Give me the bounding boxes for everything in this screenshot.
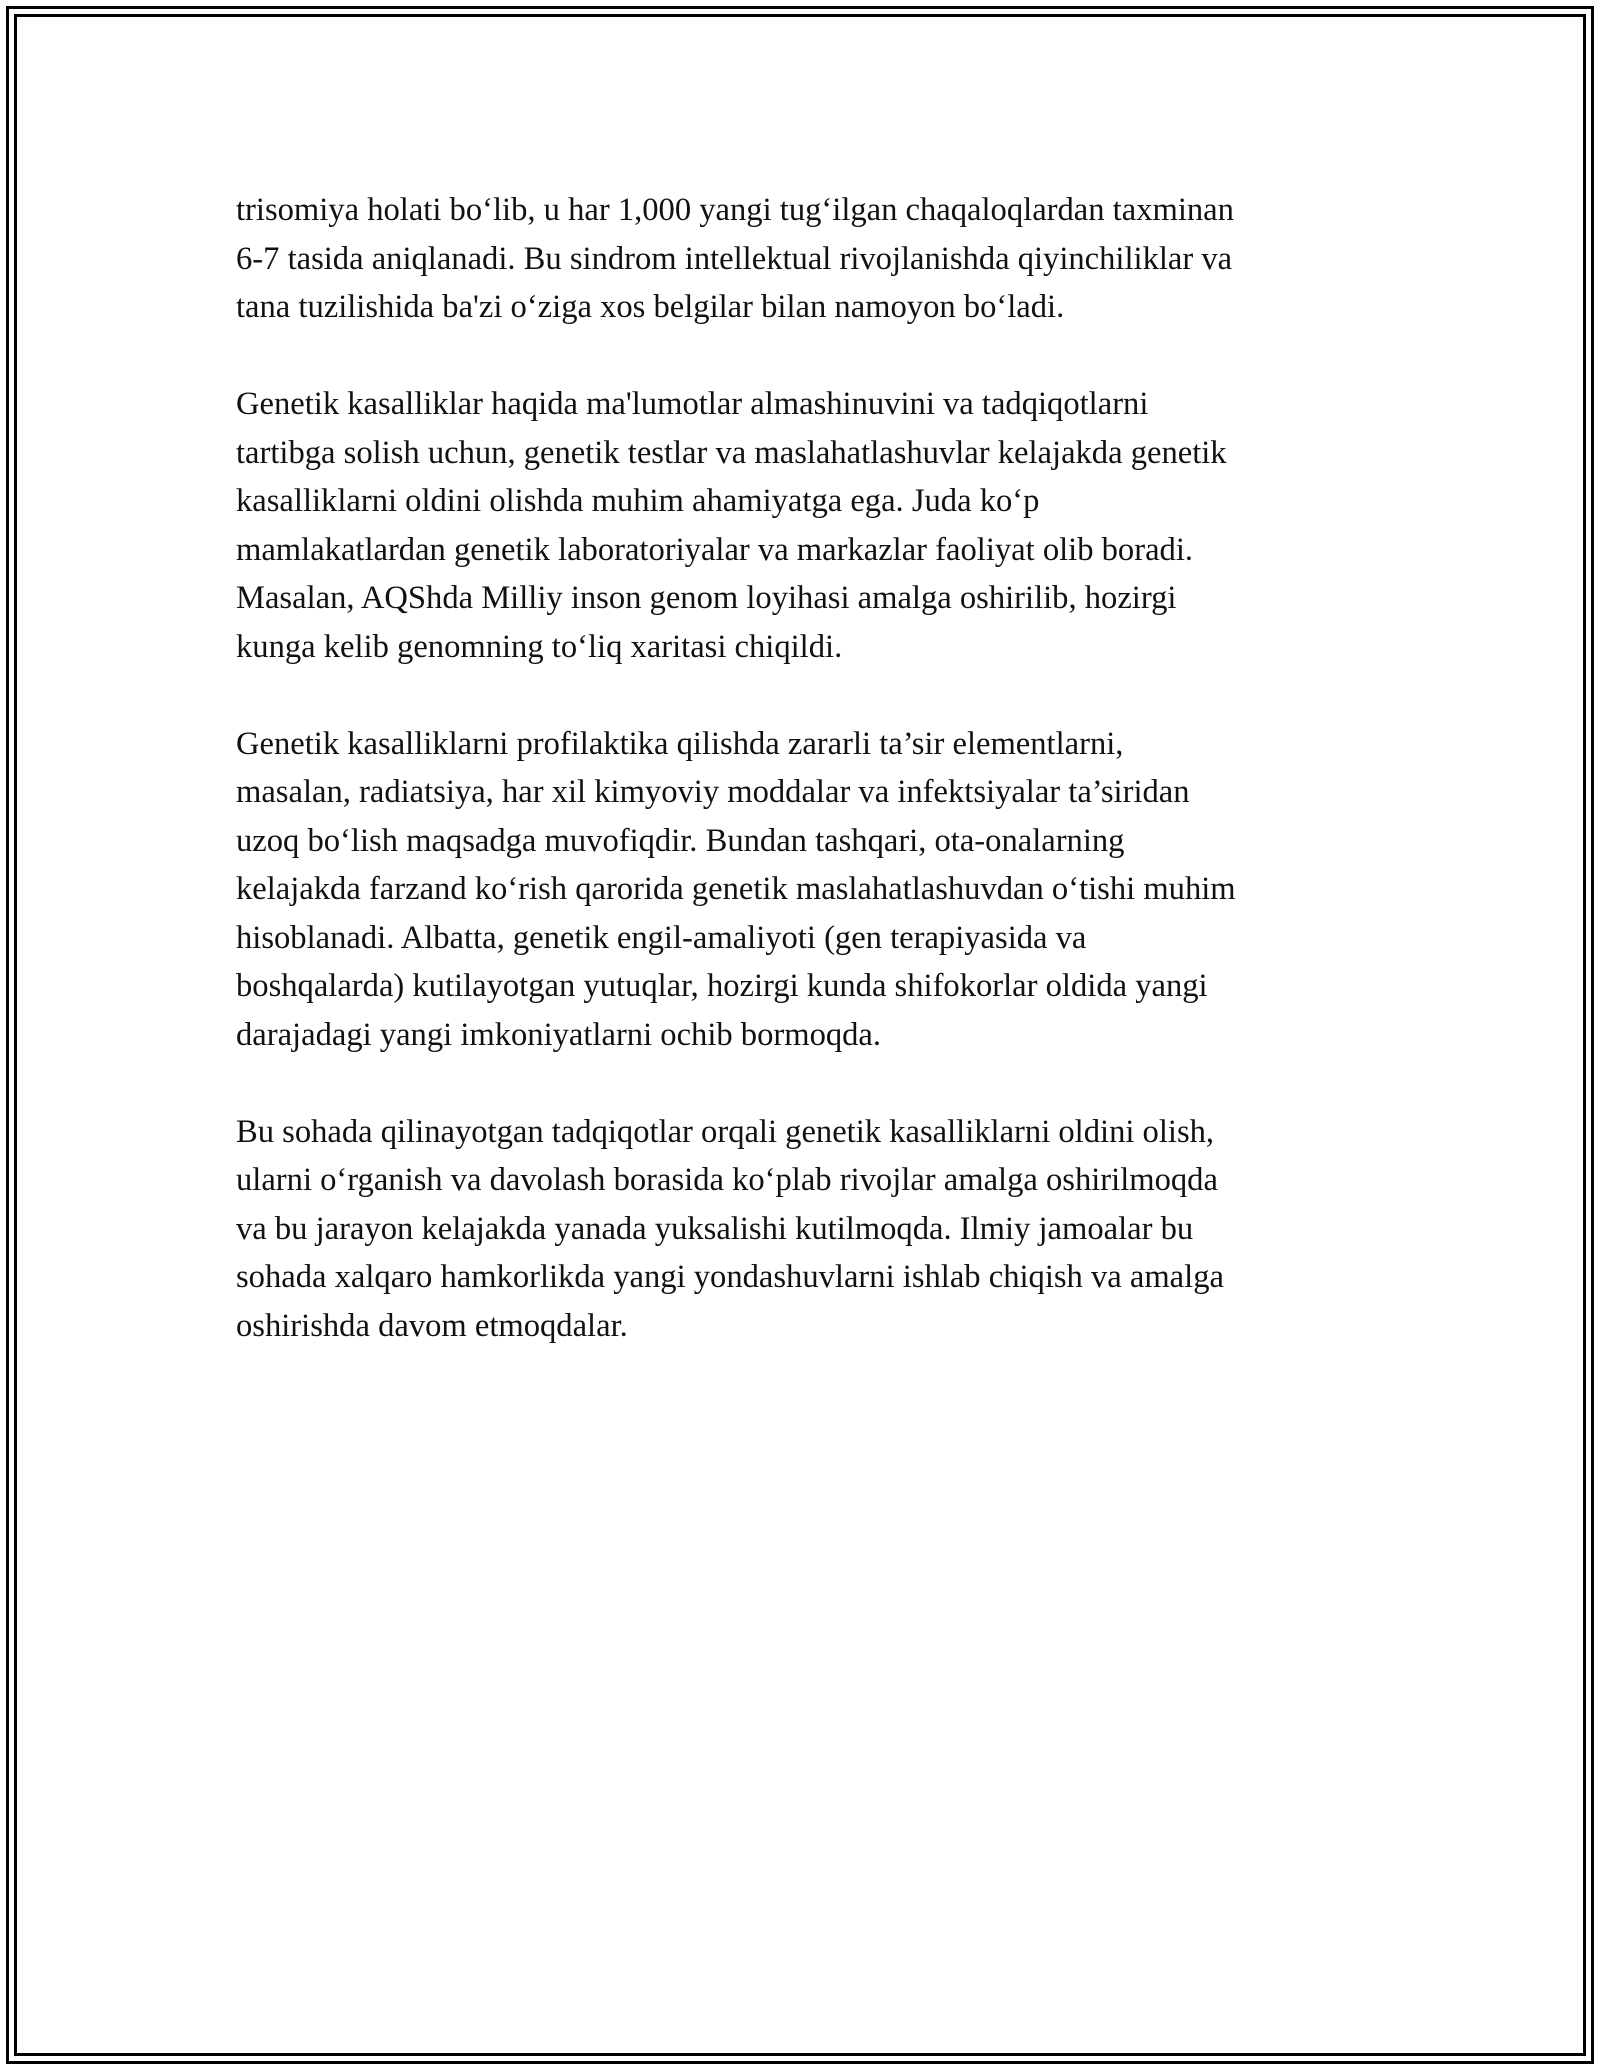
paragraph-4: Bu sohada qilinayotgan tadqiqotlar orqali genetik kasalliklarni oldini olish, ularni o‘rganish va davolash borasida ko‘plab rivojlar amalga oshirilmoqda va bu jarayon kelajakda yanada yuksalishi kutilmoqda. Ilmiy jamoalar bu sohada xalqaro hamkorlikda yangi yondashuvlarni ishlab chiqish va amalga oshirishda davom etmoqdalar.	[236, 1113, 1224, 1344]
paragraph-3: Genetik kasalliklarni profilaktika qilishda zararli ta’sir elementlarni, masalan, radiatsiya, har xil kimyoviy moddalar va infektsiyalar ta’siridan uzoq bo‘lish maqsadga muvofiqdir. Bundan tashqari, ota-onalarning kelajakda farzand ko‘rish qarorida genetik maslahatlashuvdan o‘tishi muhim hisoblanadi. Albatta, genetik engil-amaliyoti (gen terapiyasida va boshqalarda) kutilayotgan yutuqlar, hozirgi kunda shifokorlar oldida yangi darajadagi yangi imkoniyatlarni ochib bormoqda.	[236, 725, 1236, 1053]
paragraph-2: Genetik kasalliklar haqida ma'lumotlar almashinuvini va tadqiqotlarni tartibga solish uchun, genetik testlar va maslahatlashuvlar kelajakda genetik kasalliklarni oldini olishda muhim ahamiyatga ega. Juda ko‘p mamlakatlardan genetik laboratoriyalar va markazlar faoliyat olib boradi. Masalan, AQShda Milliy inson genom loyihasi amalga oshirilib, hozirgi kunga kelib genomning to‘liq xaritasi chiqildi.	[236, 386, 1227, 665]
document-body	[236, 186, 1376, 1399]
paragraph-1: trisomiya holati bo‘lib, u har 1,000 yangi tug‘ilgan chaqaloqlardan taxminan 6-7 tasida aniqlanadi. Bu sindrom intellektual rivojlanishda qiyinchiliklar va tana tuzilishida ba'zi o‘ziga xos belgilar bilan namoyon bo‘ladi.	[236, 192, 1234, 325]
